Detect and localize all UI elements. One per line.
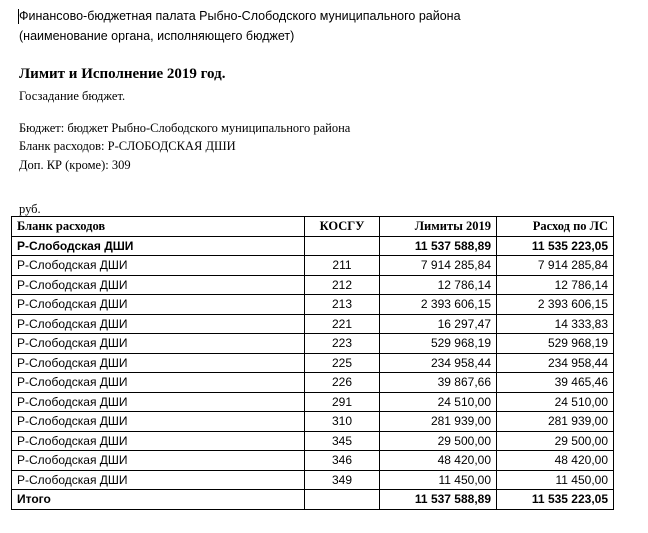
cell-kosgu: 223: [305, 334, 380, 354]
cell-name: Р-Слободская ДШИ: [12, 275, 305, 295]
total-name: Итого: [12, 490, 305, 510]
cell-spent: 11 450,00: [497, 470, 614, 490]
header-blank: Бланк расходов: [12, 217, 305, 237]
summary-name: Р-Слободская ДШИ: [12, 236, 305, 256]
header-limit: Лимиты 2019: [380, 217, 497, 237]
cell-spent: 12 786,14: [497, 275, 614, 295]
cell-kosgu: 212: [305, 275, 380, 295]
cell-limit: 29 500,00: [380, 431, 497, 451]
cell-spent: 7 914 285,84: [497, 256, 614, 276]
summary-kosgu: [305, 236, 380, 256]
table-row: [12, 392, 614, 412]
dop-kr-line: Доп. КР (кроме): 309: [19, 158, 131, 172]
page-subtitle: Госзадание бюджет.: [19, 89, 126, 103]
page-title: Лимит и Исполнение 2019 год.: [19, 66, 226, 82]
table-row: [12, 373, 614, 393]
cell-name: Р-Слободская ДШИ: [12, 334, 305, 354]
cell-kosgu: 211: [305, 256, 380, 276]
cell-kosgu: 213: [305, 295, 380, 315]
cell-name: Р-Слободская ДШИ: [12, 314, 305, 334]
table-row: [12, 412, 614, 432]
cell-name: Р-Слободская ДШИ: [12, 295, 305, 315]
cell-limit: 48 420,00: [380, 451, 497, 471]
cell-limit: 7 914 285,84: [380, 256, 497, 276]
table-row: [12, 295, 614, 315]
budget-line: Бюджет: бюджет Рыбно-Слободского муниципального района: [19, 121, 351, 135]
cell-name: Р-Слободская ДШИ: [12, 373, 305, 393]
blank-line: Бланк расходов: Р-СЛОБОДСКАЯ ДШИ: [19, 139, 236, 153]
cell-spent: 29 500,00: [497, 431, 614, 451]
cell-kosgu: 349: [305, 470, 380, 490]
cell-name: Р-Слободская ДШИ: [12, 256, 305, 276]
cell-spent: 24 510,00: [497, 392, 614, 412]
cell-kosgu: 345: [305, 431, 380, 451]
header-kosgu: КОСГУ: [305, 217, 380, 237]
cell-name: Р-Слободская ДШИ: [12, 431, 305, 451]
cell-spent: 281 939,00: [497, 412, 614, 432]
summary-spent: 11 535 223,05: [497, 236, 614, 256]
table-row: [12, 451, 614, 471]
cell-spent: 48 420,00: [497, 451, 614, 471]
cell-spent: 529 968,19: [497, 334, 614, 354]
cell-name: Р-Слободская ДШИ: [12, 353, 305, 373]
cell-name: Р-Слободская ДШИ: [12, 412, 305, 432]
cell-limit: 281 939,00: [380, 412, 497, 432]
cell-limit: 2 393 606,15: [380, 295, 497, 315]
cell-limit: 11 450,00: [380, 470, 497, 490]
cell-limit: 16 297,47: [380, 314, 497, 334]
total-spent: 11 535 223,05: [497, 490, 614, 510]
cell-limit: 12 786,14: [380, 275, 497, 295]
org-caption: (наименование органа, исполняющего бюджет): [19, 29, 295, 43]
total-kosgu: [305, 490, 380, 510]
cell-kosgu: 221: [305, 314, 380, 334]
total-row: [12, 490, 614, 510]
table-header-row: [12, 217, 614, 237]
cell-name: Р-Слободская ДШИ: [12, 470, 305, 490]
table-row: [12, 431, 614, 451]
table-row: [12, 334, 614, 354]
table-row: [12, 353, 614, 373]
currency-unit: руб.: [19, 202, 41, 216]
total-limit: 11 537 588,89: [380, 490, 497, 510]
org-name: Финансово-бюджетная палата Рыбно-Слободского муниципального района: [19, 9, 461, 23]
table-row: [12, 256, 614, 276]
cell-spent: 234 958,44: [497, 353, 614, 373]
summary-row: [12, 236, 614, 256]
cell-kosgu: 291: [305, 392, 380, 412]
cell-limit: 39 867,66: [380, 373, 497, 393]
cell-spent: 14 333,83: [497, 314, 614, 334]
summary-limit: 11 537 588,89: [380, 236, 497, 256]
limits-table: [11, 216, 614, 510]
header-spent: Расход по ЛС: [497, 217, 614, 237]
table-row: [12, 314, 614, 334]
table-row: [12, 470, 614, 490]
cell-limit: 234 958,44: [380, 353, 497, 373]
cell-limit: 24 510,00: [380, 392, 497, 412]
cell-kosgu: 310: [305, 412, 380, 432]
cell-kosgu: 225: [305, 353, 380, 373]
cell-kosgu: 226: [305, 373, 380, 393]
cell-name: Р-Слободская ДШИ: [12, 451, 305, 471]
cell-spent: 39 465,46: [497, 373, 614, 393]
table-row: [12, 275, 614, 295]
cell-name: Р-Слободская ДШИ: [12, 392, 305, 412]
cell-limit: 529 968,19: [380, 334, 497, 354]
cell-spent: 2 393 606,15: [497, 295, 614, 315]
cell-kosgu: 346: [305, 451, 380, 471]
